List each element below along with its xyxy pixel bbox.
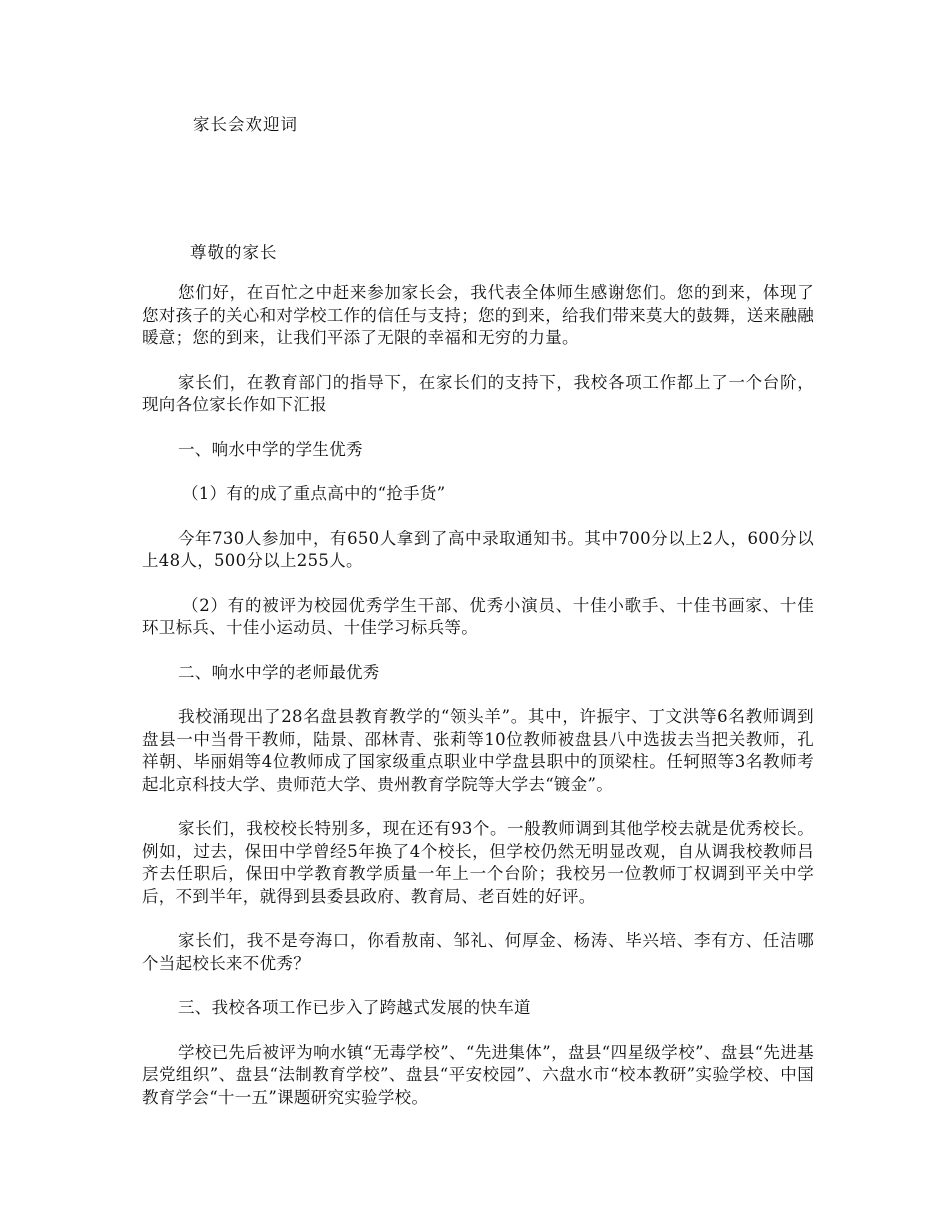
paragraph-welcome: 您们好，在百忙之中赶来参加家长会，我代表全体师生感谢您们。您的到来，体现了您对孩子的关心和对学校工作的信任与支持；您的到来，给我们带来莫大的鼓舞，送来融融暖意；您的到来，让我们平添了无限的幸福和无穷的力量。 xyxy=(142,283,814,347)
subheading-student-honors: （2）有的被评为校园优秀学生干部、优秀小演员、十佳小歌手、十佳书画家、十佳环卫标兵、十佳小运动员、十佳学习标兵等。 xyxy=(142,595,814,637)
section-heading-development: 三、我校各项工作已步入了跨越式发展的快车道 xyxy=(178,998,531,1017)
section-heading-students: 一、响水中学的学生优秀 xyxy=(178,439,363,459)
greeting-line: 尊敬的家长 xyxy=(190,243,278,262)
paragraph-school-awards: 学校已先后被评为响水镇“无毒学校”、“先进集体”，盘县“四星级学校”、盘县“先进基层党组织”、盘县“法制教育学校”、盘县“平安校园”、六盘水市“校本教研”实验学校、中国教育学会“十一五”课题研究实验学校。 xyxy=(142,1042,814,1107)
paragraph-report-intro: 家长们，在教育部门的指导下，在家长们的支持下，我校各项工作都上了一个台阶，现向各位家长作如下汇报 xyxy=(142,372,814,414)
document-title: 家长会欢迎词 xyxy=(193,115,298,134)
section-heading-teachers: 二、响水中学的老师最优秀 xyxy=(178,662,380,682)
document-body xyxy=(142,282,814,1131)
paragraph-principals: 家长们，我校校长特别多，现在还有93个。一般教师调到其他学校去就是优秀校长。例如，过去，保田中学曾经5年换了4个校长，但学校仍然无明显改观，自从调我校教师吕齐去任职后，保田中学教育教学质量一年上一个台阶；我校另一位教师丁权调到平关中学后，不到半年，就得到县委县政府、教育局、老百姓的好评。 xyxy=(142,819,814,906)
subheading-key-high-school: （1）有的成了重点高中的“抢手货” xyxy=(182,484,446,503)
paragraph-principal-names: 家长们，我不是夸海口，你看敖南、邹礼、何厚金、杨涛、毕兴培、李有方、任洁哪个当起校长来不优秀？ xyxy=(142,931,814,973)
paragraph-admission-stats: 今年730人参加中，有650人拿到了高中录取通知书。其中700分以上2人，600分以上48人，500分以上255人。 xyxy=(142,528,814,570)
paragraph-teacher-leaders: 我校涌现出了28名盘县教育教学的“领头羊”。其中，许振宇、丁文洪等6名教师调到盘县一中当骨干教师，陆景、邵林青、张莉等10位教师被盘县八中选拔去当把关教师，孔祥朝、毕丽娟等4位教师成了国家级重点职业中学盘县职中的顶梁柱。任轲照等3名教师考起北京科技大学、贵师范大学、贵州教育学院等大学去“镀金”。 xyxy=(142,707,814,794)
